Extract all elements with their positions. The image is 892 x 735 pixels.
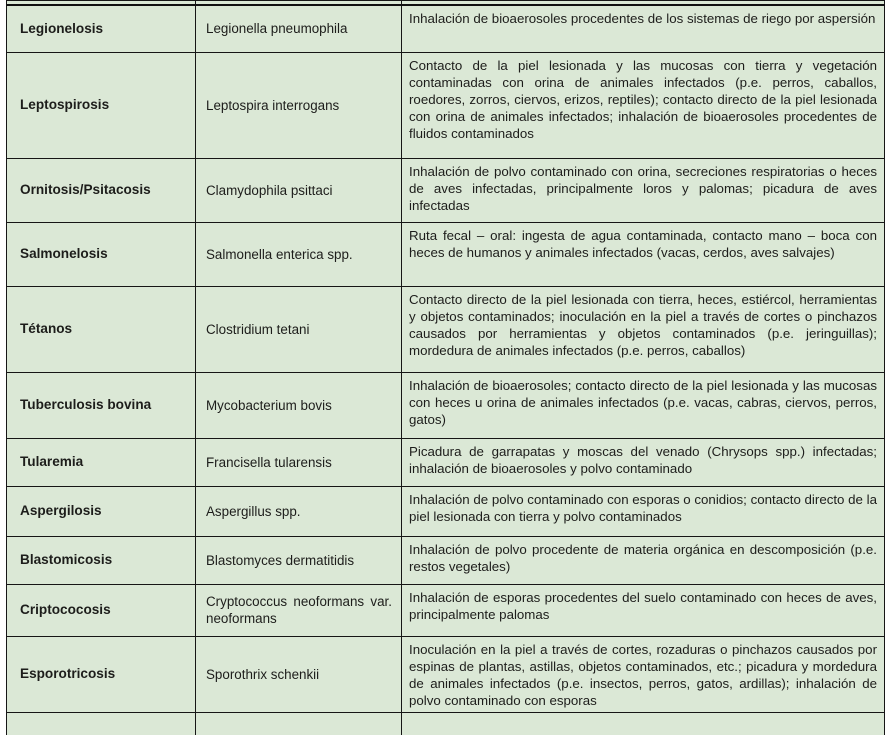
transmission-text: Inhalación de polvo contaminado con orina, secreciones respiratorias o heces de aves infectadas, principalmente loros y palomas; picadura de aves infectadas <box>409 163 877 213</box>
table-row <box>7 536 885 584</box>
transmission-cell <box>402 584 885 636</box>
cropped-row-bottom <box>7 712 885 735</box>
transmission-cell <box>402 286 885 372</box>
pathogen-name-italic: Mycobacterium bovis <box>206 397 332 413</box>
table-row <box>7 5 885 52</box>
table-body <box>7 1 885 735</box>
table-row <box>7 636 885 712</box>
disease-cell: Tuberculosis bovina <box>7 372 196 438</box>
table-row <box>7 486 885 536</box>
table-row <box>7 158 885 222</box>
transmission-cell <box>402 636 885 712</box>
transmission-cell <box>402 486 885 536</box>
transmission-text: Inhalación de polvo procedente de materia orgánica en descomposición (p.e. restos vegetales) <box>409 541 877 574</box>
transmission-cell <box>402 5 885 52</box>
cropped-cell <box>402 712 885 735</box>
pathogen-name-italic: Aspergillus <box>206 503 272 519</box>
disease-cell: Leptospirosis <box>7 52 196 158</box>
pathogen-name-italic: Clamydophila psittaci <box>206 182 333 198</box>
transmission-text: Picadura de garrapatas y moscas del venado ( <box>409 443 712 459</box>
pathogen-name: spp. <box>271 503 301 519</box>
disease-cell: Esporotricosis <box>7 636 196 712</box>
transmission-cell <box>402 158 885 222</box>
transmission-text: Inhalación de polvo contaminado con esporas o conidios; contacto directo de la piel lesionada con tierra y polvo contaminados <box>409 491 877 524</box>
disease-cell: Blastomicosis <box>7 536 196 584</box>
transmission-text: Ruta fecal – oral: ingesta de agua contaminada, contacto mano – boca con heces de humanos y animales infectados (vacas, cerdos, aves salvajes) <box>409 227 877 260</box>
zoonoses-table <box>6 0 885 735</box>
pathogen-cell <box>196 584 402 636</box>
table-row <box>7 438 885 486</box>
disease-cell: Legionelosis <box>7 5 196 52</box>
pathogen-name-italic: Salmonella enterica <box>206 246 324 262</box>
pathogen-name: spp. <box>323 246 353 262</box>
transmission-text-italic: Chrysops spp. <box>711 443 801 459</box>
table-row <box>7 222 885 286</box>
transmission-text: Inhalación de bioaerosoles; contacto directo de la piel lesionada y las mucosas con heces u orina de animales infectados (p.e. vacas, cabras, ciervos, perros, gatos) <box>409 377 877 427</box>
pathogen-cell <box>196 222 402 286</box>
pathogen-cell <box>196 5 402 52</box>
disease-cell: Tularemia <box>7 438 196 486</box>
transmission-cell <box>402 222 885 286</box>
disease-cell: Aspergilosis <box>7 486 196 536</box>
disease-cell: Ornitosis/Psitacosis <box>7 158 196 222</box>
transmission-text: Inhalación de bioaerosoles procedentes de los sistemas de riego por aspersión <box>409 11 876 26</box>
table-row <box>7 584 885 636</box>
table-row <box>7 286 885 372</box>
transmission-text: Contacto directo de la piel lesionada con tierra, heces, estiércol, herramientas y objetos contaminados; inoculación en la piel a través de cortes o pinchazos causados por herramientas y objetos contaminados (p.e. jeringuillas); mordedura de animales infectados (p.e. perros, caballos) <box>409 291 877 358</box>
transmission-cell <box>402 52 885 158</box>
pathogen-cell <box>196 486 402 536</box>
table-row <box>7 52 885 158</box>
pathogen-cell <box>196 286 402 372</box>
transmission-text: Inoculación en la piel a través de cortes, rozaduras o pinchazos causados por espinas de plantas, astillas, objetos contaminados, etc.; picadura y mordedura de animales infectados (p.e. insectos, perros, gatos, ardillas); inhalación de polvo contaminado con esporas <box>409 641 877 708</box>
transmission-text: Inhalación de esporas procedentes del suelo contaminado con heces de aves, principalmente palomas <box>409 589 877 622</box>
table-row <box>7 372 885 438</box>
pathogen-cell <box>196 636 402 712</box>
pathogen-name-italic: Cryptococcus neoformans var. neoformans <box>206 594 392 626</box>
cropped-cell <box>7 712 196 735</box>
pathogen-cell <box>196 438 402 486</box>
pathogen-name-italic: Blastomyces dermatitidis <box>206 552 355 568</box>
transmission-text: Contacto de la piel lesionada y las mucosas con tierra y vegetación contaminadas con orina de animales infectados (p.e. perros, caballos, roedores, zorros, ciervos, erizos, reptiles); contacto directo de la piel lesionada con orina de animales infectados; inhalación de bioaerosoles procedentes de fluidos contaminados <box>409 57 877 141</box>
pathogen-name-italic: Clostridium tetani <box>206 321 310 337</box>
cropped-cell <box>196 712 402 735</box>
disease-cell: Criptococosis <box>7 584 196 636</box>
disease-cell: Tétanos <box>7 286 196 372</box>
pathogen-name-italic: Legionella pneumophila <box>206 21 348 37</box>
pathogen-name: Francisella tularensis <box>206 454 332 470</box>
pathogen-cell <box>196 536 402 584</box>
transmission-text: ) infectadas; inhalación de bioaerosoles y polvo contaminado <box>409 443 877 476</box>
zoonoses-table-container <box>6 0 884 735</box>
pathogen-name-italic: Sporothrix schenkii <box>206 666 320 682</box>
pathogen-name-italic: Leptospira interrogans <box>206 97 340 113</box>
pathogen-cell <box>196 52 402 158</box>
transmission-cell <box>402 536 885 584</box>
pathogen-cell <box>196 158 402 222</box>
transmission-cell <box>402 372 885 438</box>
disease-cell: Salmonelosis <box>7 222 196 286</box>
transmission-cell <box>402 438 885 486</box>
pathogen-cell <box>196 372 402 438</box>
